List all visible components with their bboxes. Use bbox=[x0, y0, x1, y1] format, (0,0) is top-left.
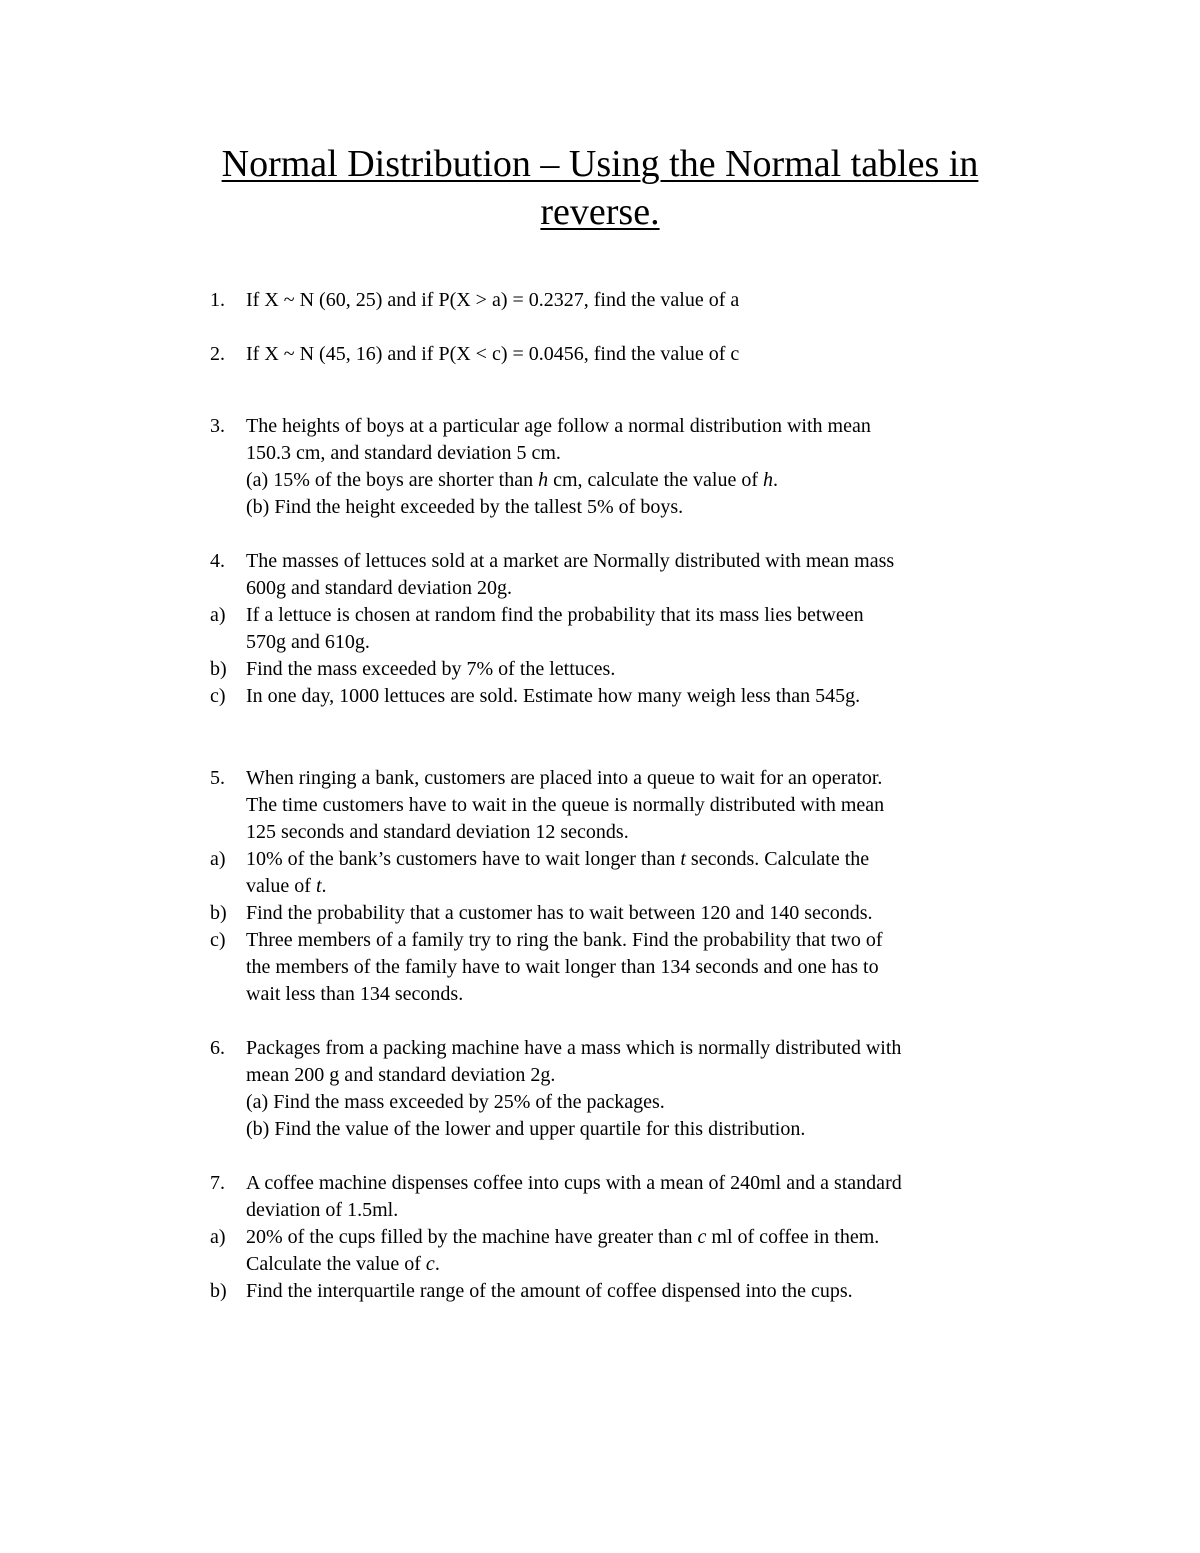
question-part-c bbox=[210, 683, 1030, 710]
part-text: 570g and 610g. bbox=[246, 631, 370, 653]
part-text: Find the interquartile range of the amount of coffee dispensed into the cups. bbox=[246, 1280, 853, 1302]
part-marker: a) bbox=[210, 604, 226, 626]
question-part-a: (a) 15% of the boys are shorter than h cm, calculate the value of h. bbox=[246, 469, 779, 491]
question-number: 1. bbox=[210, 289, 225, 311]
question-text: The masses of lettuces sold at a market are Normally distributed with mean mass bbox=[246, 550, 895, 572]
part-text: Calculate the value of c. bbox=[246, 1253, 440, 1275]
part-marker: a) bbox=[210, 1226, 226, 1248]
question-text: 125 seconds and standard deviation 12 seconds. bbox=[246, 821, 629, 843]
question-part-c bbox=[210, 927, 1030, 1008]
question-text: 600g and standard deviation 20g. bbox=[246, 577, 513, 599]
part-text: If a lettuce is chosen at random find the probability that its mass lies between bbox=[246, 604, 864, 626]
part-text: Find the probability that a customer has to wait between 120 and 140 seconds. bbox=[246, 902, 873, 924]
question-text: The time customers have to wait in the queue is normally distributed with mean bbox=[246, 794, 885, 816]
question-6 bbox=[210, 1035, 1030, 1143]
title-line-1: Normal Distribution – Using the Normal tables in bbox=[221, 143, 979, 185]
question-text: A coffee machine dispenses coffee into cups with a mean of 240ml and a standard bbox=[246, 1172, 902, 1194]
question-text: mean 200 g and standard deviation 2g. bbox=[246, 1064, 556, 1086]
part-text: the members of the family have to wait longer than 134 seconds and one has to bbox=[246, 956, 879, 978]
part-text: Three members of a family try to ring the bank. Find the probability that two of bbox=[246, 929, 883, 951]
title-line-2: reverse. bbox=[540, 191, 660, 233]
question-text: Packages from a packing machine have a mass which is normally distributed with bbox=[246, 1037, 902, 1059]
question-part-b bbox=[210, 1278, 1030, 1305]
question-number: 7. bbox=[210, 1172, 225, 1194]
question-text: When ringing a bank, customers are placed into a queue to wait for an operator. bbox=[246, 767, 883, 789]
question-text: 150.3 cm, and standard deviation 5 cm. bbox=[246, 442, 561, 464]
question-list bbox=[210, 287, 1030, 1305]
part-text: Find the mass exceeded by 7% of the lettuces. bbox=[246, 658, 616, 680]
question-part-a bbox=[210, 602, 1030, 656]
part-text: value of t. bbox=[246, 875, 327, 897]
question-part-a: (a) Find the mass exceeded by 25% of the packages. bbox=[246, 1091, 665, 1113]
question-number: 5. bbox=[210, 767, 225, 789]
question-1 bbox=[210, 287, 1030, 314]
question-3 bbox=[210, 413, 1030, 521]
part-text: 10% of the bank’s customers have to wait longer than t seconds. Calculate the bbox=[246, 848, 870, 870]
question-4 bbox=[210, 548, 1030, 602]
part-text: In one day, 1000 lettuces are sold. Estimate how many weigh less than 545g. bbox=[246, 685, 861, 707]
part-text: 20% of the cups filled by the machine have greater than c ml of coffee in them. bbox=[246, 1226, 880, 1248]
question-5 bbox=[210, 765, 1030, 846]
part-marker: c) bbox=[210, 929, 226, 951]
question-number: 6. bbox=[210, 1037, 225, 1059]
part-marker: b) bbox=[210, 902, 227, 924]
question-text: If X ~ N (45, 16) and if P(X < c) = 0.0456, find the value of c bbox=[246, 343, 740, 365]
question-2 bbox=[210, 341, 1030, 368]
question-part-a bbox=[210, 1224, 1030, 1278]
part-marker: c) bbox=[210, 685, 226, 707]
question-part-b: (b) Find the value of the lower and upper quartile for this distribution. bbox=[246, 1118, 806, 1140]
question-text: deviation of 1.5ml. bbox=[246, 1199, 399, 1221]
question-number: 3. bbox=[210, 415, 225, 437]
question-part-b bbox=[210, 656, 1030, 683]
question-part-b bbox=[210, 900, 1030, 927]
question-7 bbox=[210, 1170, 1030, 1224]
part-marker: b) bbox=[210, 1280, 227, 1302]
question-text: The heights of boys at a particular age follow a normal distribution with mean bbox=[246, 415, 871, 437]
question-number: 2. bbox=[210, 343, 225, 365]
part-marker: b) bbox=[210, 658, 227, 680]
question-part-b: (b) Find the height exceeded by the tallest 5% of boys. bbox=[246, 496, 684, 518]
part-marker: a) bbox=[210, 848, 226, 870]
question-text: If X ~ N (60, 25) and if P(X > a) = 0.2327, find the value of a bbox=[246, 289, 740, 311]
question-number: 4. bbox=[210, 550, 225, 572]
page-title bbox=[150, 140, 1050, 236]
part-text: wait less than 134 seconds. bbox=[246, 983, 464, 1005]
question-part-a bbox=[210, 846, 1030, 900]
